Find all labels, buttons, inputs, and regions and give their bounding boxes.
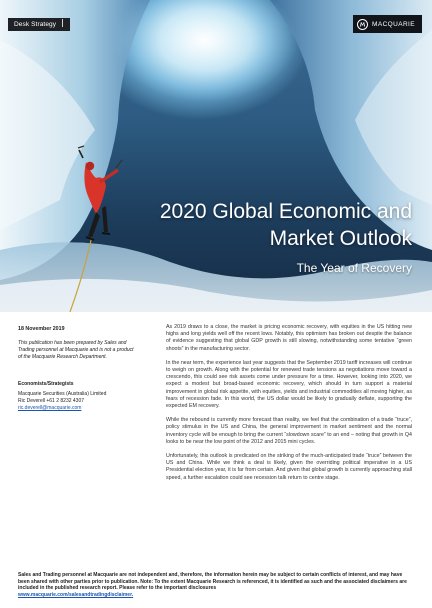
footer-disclosure — [18, 572, 414, 598]
disclaimer-url-link[interactable]: www.macquarie.com/salesandtradingdisclaimer. — [18, 591, 134, 598]
left-sidebar — [18, 326, 136, 412]
macquarie-logo — [353, 15, 422, 33]
logo-text: MACQUARIE — [372, 20, 415, 28]
report-title: 2020 Global Economic and Market Outlook — [159, 200, 412, 250]
company-name: Macquarie Securities (Australia) Limited — [18, 391, 107, 397]
report-subtitle: The Year of Recovery — [296, 261, 412, 275]
disclaimer-note: This publication has been prepared by Sales and Trading personnel at Macquarie and is not a product of the Macquarie Research Department. — [18, 340, 134, 360]
contact-line: Ric Deverell +61 2 8232 4307 — [18, 398, 85, 404]
economists-heading: Economists/Strategists — [18, 381, 74, 387]
body-paragraph: In the near term, the experience last year suggests that the September 2019 tariff increases will continue to weigh on growth. Along with the potential for renewed trade tensions as negotiations move toward a crescendo, this could see risk assets come under pressure for a time. However, looking into 2020, we expect a modest but broad-based economic recovery, which should in turn support a material improvement in global risk appetite, with equities, yields and industrial commodities all moving higher, as fears of recession fade. In this world, the US dollar would be likely to gradually deflate, supporting the expected EM recovery. — [166, 359, 412, 410]
body-paragraph: While the rebound is currently more forecast than reality, we feel that the combination of a trade “truce”, policy stimulus in the US and China, the general improvement in market sentiment and the normal inventory cycle will be enough to bring the current “slowdown scare” to an end – noting that growth in Q4 looks to be near the low point of the 2012 and 2015 mini cycles. — [166, 417, 412, 445]
outlook-body-text — [166, 324, 412, 489]
macquarie-logo-icon — [357, 19, 368, 30]
desk-strategy-tag — [8, 18, 70, 31]
body-paragraph: Unfortunately, this outlook is predicated on the striking of the much-anticipated trade “truce” between the US and China. While we think a deal is likely, given the overriding political imperative in a US Presidential election year, it is far from certain. And given that global growth is currently approaching stall speed, a further escalation could see recession talk return to centre stage. — [166, 453, 412, 481]
tag-label: Desk Strategy — [14, 21, 57, 28]
body-paragraph: As 2019 draws to a close, the market is pricing economic recovery, with equities in the US hitting new highs and long yields well off the recent lows. Notably, this optimism has broken out despite the balance of evidence suggesting that global GDP growth is still slowing, notwithstanding some tentative “green shoots” in the manufacturing sector. — [166, 324, 412, 352]
publication-date: 18 November 2019 — [18, 326, 65, 332]
contact-email-link[interactable]: ric.deverell@macquarie.com — [18, 405, 82, 411]
tag-divider — [62, 19, 63, 27]
footer-text: Sales and Trading personnel at Macquarie are not independent and, therefore, the information herein may be subject to certain conflicts of interest, and may have been shared with other parties prior to publication. Note: To the extent Macquarie Research is referenced, it is identified as such and the associated disclaimers are included in the published research report. Please refer to the important disclosures — [18, 572, 407, 592]
